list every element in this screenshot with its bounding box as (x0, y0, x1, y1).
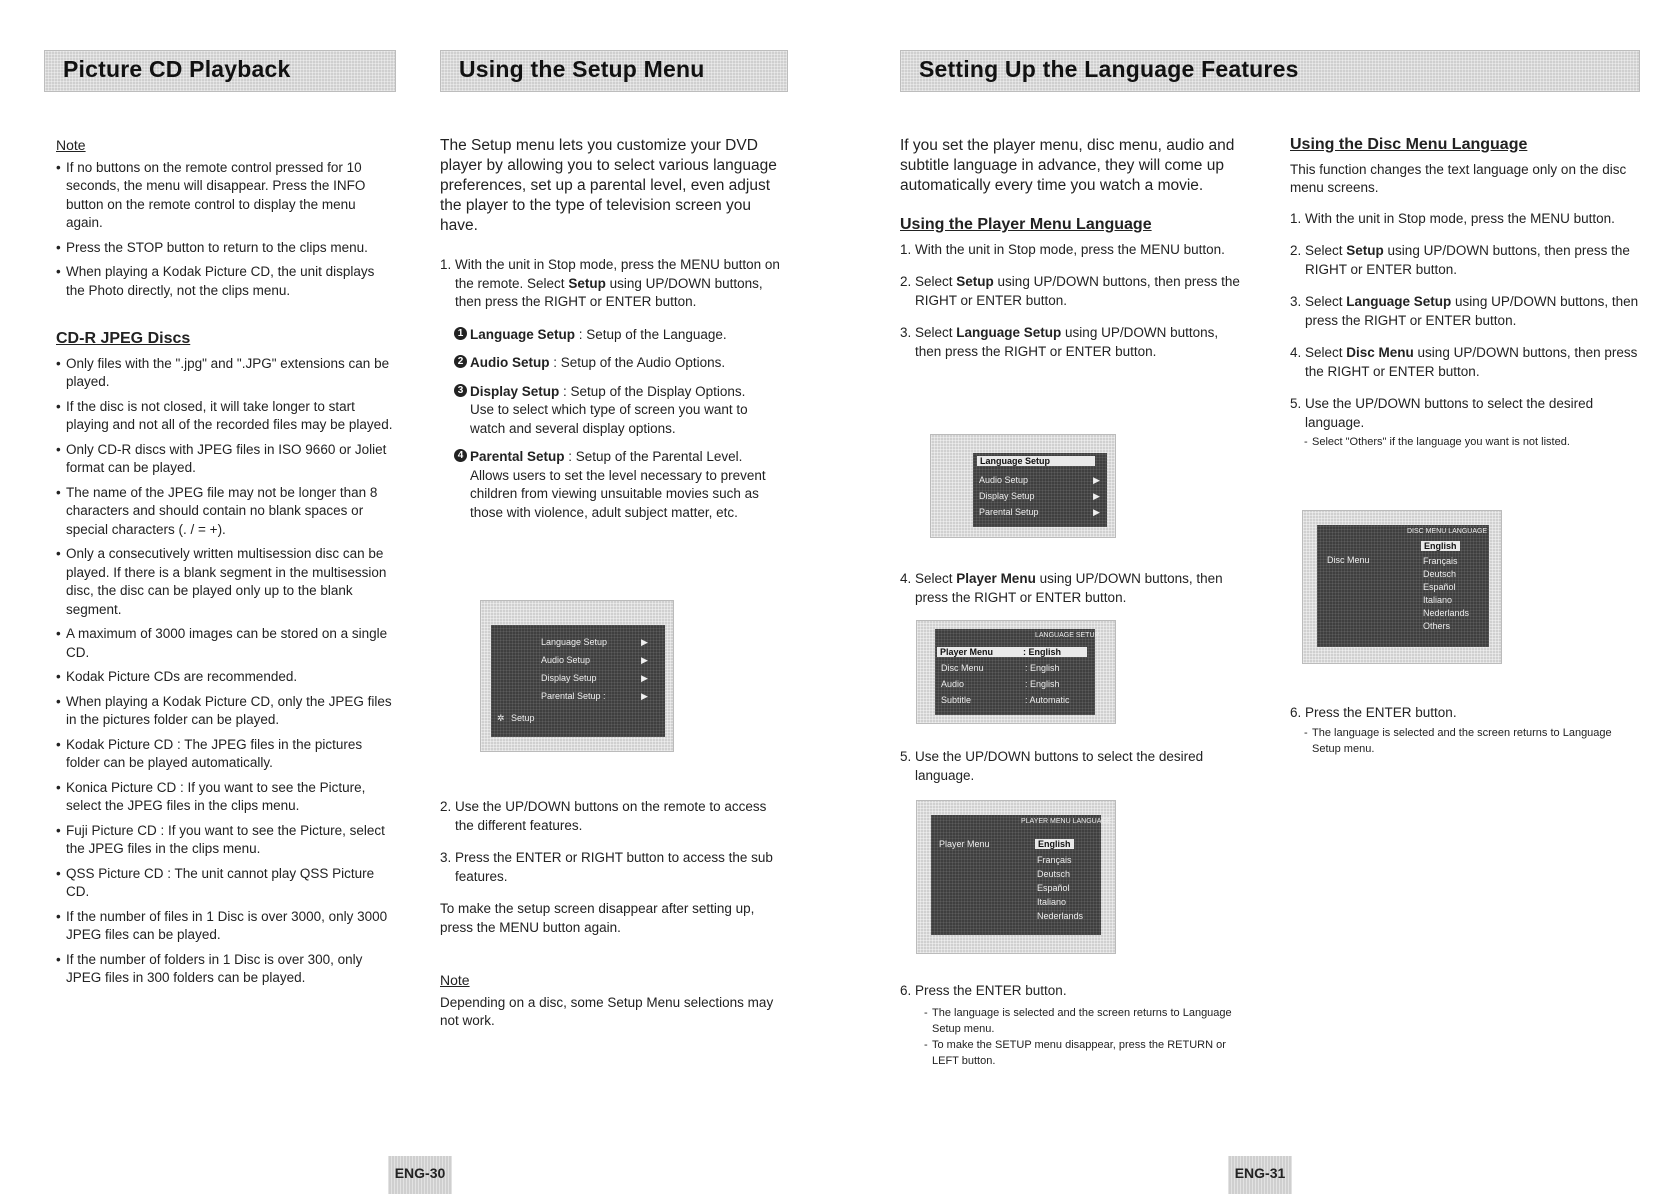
column-step-6 (900, 982, 1240, 1069)
step-1: 1. With the unit in Stop mode, press the MENU button. (900, 241, 1225, 257)
menu-item: Parental Setup (979, 507, 1039, 517)
tv-screen (935, 629, 1100, 715)
note-list (56, 159, 396, 301)
intro-text: This function changes the text language only on the disc menu screens. (1290, 161, 1627, 195)
step-6-note: - The language is selected and the screen returns to Language Setup menu. (1290, 725, 1640, 757)
gear-icon: ✲ (497, 713, 505, 723)
number-badge: 4 (454, 449, 467, 462)
list-item: • If the disc is not closed, it will take longer to start playing and not all of the recorded files may be played. (56, 398, 396, 435)
section-title-cdr: CD-R JPEG Discs (56, 330, 191, 347)
disc-menu-language-screenshot (1302, 510, 1502, 664)
lang-selected: English (1035, 839, 1074, 849)
column-step-5 (900, 748, 1240, 799)
feature-audio: 2 Audio Setup : Setup of the Audio Options. (454, 354, 782, 373)
step-6: 6. Press the ENTER button. (1290, 705, 1457, 720)
list-item: • If the number of files in 1 Disc is over 3000, only 3000 JPEG files can be played. (56, 908, 396, 945)
lang-option: Italiano (1423, 595, 1453, 605)
lang-option: Deutsch (1423, 569, 1457, 579)
number-badge: 1 (454, 327, 467, 340)
step-2: 2. Use the UP/DOWN buttons on the remote to access the different features. (440, 799, 767, 833)
lang-option: Español (1423, 582, 1456, 592)
note-text: Depending on a disc, some Setup Menu selections may not work. (440, 994, 774, 1028)
list-item: • Only files with the ".jpg" and ".JPG" extensions can be played. (56, 355, 396, 392)
column-player-menu-language (900, 136, 1240, 375)
arrow-right-icon: ▶ (1093, 475, 1100, 485)
menu-item-selected: Language Setup (977, 456, 1095, 466)
screen-label: Disc Menu (1327, 555, 1370, 565)
header-title: Using the Setup Menu (459, 56, 705, 82)
menu-item: Audio Setup (979, 475, 1029, 485)
lang-option: Nederlands (1037, 911, 1084, 921)
outro-text: To make the setup screen disappear after setting up, press the MENU button again. (440, 901, 755, 935)
setup-menu-screenshot (480, 600, 674, 752)
tv-screen (491, 625, 665, 737)
screen-title: LANGUAGE SETUP (1035, 632, 1100, 639)
step-3: 3. Press the ENTER or RIGHT button to access the sub features. (440, 850, 773, 884)
note-title: Note (56, 137, 86, 153)
header-title: Picture CD Playback (63, 56, 291, 82)
step-6-notes: - The language is selected and the screen returns to Language Setup menu. - To make the SETUP menu disappear, press the RETURN or LEFT button. (900, 1005, 1240, 1069)
arrow-right-icon: ▶ (641, 655, 648, 665)
step-5: 5. Use the UP/DOWN buttons to select the desired language. (1290, 396, 1594, 430)
feature-parental: 4 Parental Setup : Setup of the Parental Level. Allows users to set the level necessary to prevent children from viewing unsuitable movies such as those with violence, adult subject matter, etc. (454, 448, 782, 522)
list-item: • Kodak Picture CDs are recommended. (56, 668, 396, 687)
language-setup-screenshot (930, 434, 1116, 538)
step-6: 6. Press the ENTER button. (900, 983, 1067, 998)
column-setup-menu (440, 136, 782, 532)
intro-text: If you set the player menu, disc menu, audio and subtitle language in advance, they will come up automatically every time you watch a movie. (900, 137, 1235, 194)
section-title-player-menu: Using the Player Menu Language (900, 216, 1152, 233)
player-menu-language-screenshot (916, 800, 1116, 954)
screen-label: Player Menu (939, 839, 990, 849)
list-item: • A maximum of 3000 images can be stored on a single CD. (56, 625, 396, 662)
step-1: 1. With the unit in Stop mode, press the MENU button. (1290, 210, 1615, 226)
step-4: 4. Select Disc Menu using UP/DOWN buttons, then press the RIGHT or ENTER button. (1290, 345, 1638, 379)
menu-item: Display Setup (979, 491, 1035, 501)
list-item: • Konica Picture CD : If you want to see the Picture, select the JPEG files in the clips menu. (56, 779, 396, 816)
row-label: Audio (941, 679, 965, 689)
list-item: • The name of the JPEG file may not be longer than 8 characters and should contain no blank spaces or special characters (. / = +). (56, 484, 396, 540)
list-item: • Fuji Picture CD : If you want to see the Picture, select the JPEG files in the clips menu. (56, 822, 396, 859)
column-disc-step-6 (1290, 704, 1640, 757)
intro-text: The Setup menu lets you customize your DVD player by allowing you to select various language preferences, set up a parental level, even adjust the player to the type of television screen you have. (440, 137, 777, 234)
arrow-right-icon: ▶ (1093, 491, 1100, 501)
column-disc-menu-language (1290, 136, 1640, 450)
feature-display: 3 Display Setup : Setup of the Display Options. Use to select which type of screen you want to watch and several display options. (454, 383, 782, 439)
page-number-right: ENG-31 (1228, 1156, 1292, 1194)
player-menu-screenshot (916, 620, 1116, 724)
side-label: Setup (511, 713, 535, 723)
lang-option: Deutsch (1037, 869, 1071, 879)
tv-screen (1317, 525, 1489, 647)
header-picture-cd (44, 50, 396, 92)
lang-option: Español (1037, 883, 1070, 893)
arrow-right-icon: ▶ (641, 637, 648, 647)
arrow-right-icon: ▶ (641, 691, 648, 701)
feature-language: 1 Language Setup : Setup of the Language. (454, 326, 782, 345)
row-label: Disc Menu (941, 663, 984, 673)
list-item: • If the number of folders in 1 Disc is over 300, only JPEG files in 300 folders can be played. (56, 951, 396, 988)
step-4: 4. Select Player Menu using UP/DOWN buttons, then press the RIGHT or ENTER button. (900, 571, 1223, 605)
screen-title: DISC MENU LANGUAGE (1407, 528, 1488, 535)
menu-item: Audio Setup (541, 655, 591, 665)
note-title: Note (440, 972, 470, 988)
list-item: • Press the STOP button to return to the clips menu. (56, 239, 396, 258)
step-3: 3. Select Language Setup using UP/DOWN buttons, then press the RIGHT or ENTER button. (900, 325, 1219, 359)
number-badge: 2 (454, 355, 467, 368)
step-2: 2. Select Setup using UP/DOWN buttons, then press the RIGHT or ENTER button. (1290, 243, 1630, 277)
lang-option: Nederlands (1423, 608, 1470, 618)
menu-item: Language Setup (541, 637, 608, 647)
list-item: • Only CD-R discs with JPEG files in ISO 9660 or Joliet format can be played. (56, 441, 396, 478)
row-value: : English (1025, 679, 1060, 689)
tv-screen (973, 453, 1107, 527)
lang-option: Others (1423, 621, 1451, 631)
menu-item: Display Setup (541, 673, 597, 683)
step-5: 5. Use the UP/DOWN buttons to select the desired language. (900, 749, 1204, 783)
number-badge: 3 (454, 384, 467, 397)
tv-screen (931, 815, 1112, 935)
feature-list (440, 326, 782, 523)
row-value: : English (1025, 663, 1060, 673)
step-1: 1. With the unit in Stop mode, press the MENU button on the remote. Select Setup using UP/DOWN buttons, then press the RIGHT or ENTER button. (440, 257, 780, 309)
list-item: • If no buttons on the remote control pressed for 10 seconds, the menu will disappear. Press the INFO button on the remote control to display the menu again. (56, 159, 396, 233)
lang-option: Français (1037, 855, 1072, 865)
step-5-note: - Select "Others" if the language you want is not listed. (1290, 434, 1640, 450)
header-title: Setting Up the Language Features (919, 56, 1299, 82)
section-title-disc-menu: Using the Disc Menu Language (1290, 136, 1528, 153)
arrow-right-icon: ▶ (641, 673, 648, 683)
list-item: • Only a consecutively written multisession disc can be played. If there is a blank segment in the multisession disc, the disc can be played only up to the blank segment. (56, 545, 396, 619)
column-picture-cd (56, 136, 396, 994)
row-label: Subtitle (941, 695, 972, 705)
cdr-list (56, 355, 396, 988)
lang-option: Français (1423, 556, 1458, 566)
page-number-left: ENG-30 (388, 1156, 452, 1194)
menu-item: Parental Setup : (541, 691, 606, 701)
screen-title: PLAYER MENU LANGUAGE (1021, 818, 1112, 825)
step-3: 3. Select Language Setup using UP/DOWN buttons, then press the RIGHT or ENTER button. (1290, 294, 1639, 328)
column-step-4 (900, 570, 1240, 621)
row-value: : Automatic (1025, 695, 1070, 705)
lang-option: Italiano (1037, 897, 1067, 907)
arrow-right-icon: ▶ (1093, 507, 1100, 517)
lang-selected: English (1421, 541, 1460, 551)
list-item: • When playing a Kodak Picture CD, the unit displays the Photo directly, not the clips menu. (56, 263, 396, 300)
header-language-features (900, 50, 1640, 92)
step-2: 2. Select Setup using UP/DOWN buttons, then press the RIGHT or ENTER button. (900, 274, 1240, 308)
header-setup-menu (440, 50, 788, 92)
list-item: • Kodak Picture CD : The JPEG files in the pictures folder can be played automatically. (56, 736, 396, 773)
list-item: • QSS Picture CD : The unit cannot play QSS Picture CD. (56, 865, 396, 902)
list-item: • When playing a Kodak Picture CD, only the JPEG files in the pictures folder can be played. (56, 693, 396, 730)
row-selected: Player Menu : English (937, 647, 1087, 657)
column-setup-menu-lower (440, 798, 782, 1031)
